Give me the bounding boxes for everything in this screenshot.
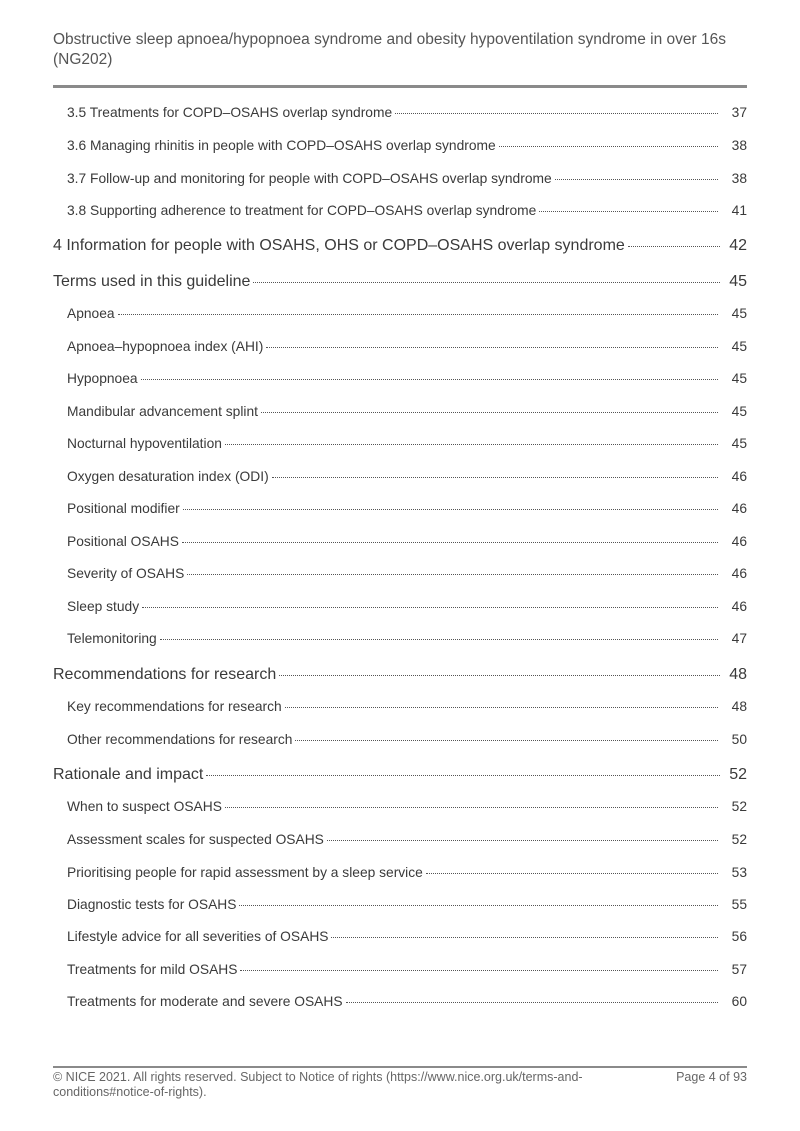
page-number: Page 4 of 93	[676, 1070, 747, 1084]
dot-leader	[346, 1002, 718, 1003]
toc-entry-title[interactable]: 3.5 Treatments for COPD–OSAHS overlap syndrome	[67, 105, 393, 120]
toc-entry-page[interactable]: 52	[729, 766, 747, 783]
toc-entry-page[interactable]: 46	[731, 534, 747, 549]
toc-entry-page[interactable]: 45	[731, 436, 747, 451]
toc-entry[interactable]	[53, 203, 747, 218]
toc-entry-page[interactable]: 48	[729, 666, 747, 683]
toc-entry-page[interactable]: 46	[731, 566, 747, 581]
toc-entry[interactable]	[53, 631, 747, 646]
toc-entry-title[interactable]: 3.7 Follow-up and monitoring for people with COPD–OSAHS overlap syndrome	[67, 171, 552, 186]
dot-leader	[225, 807, 718, 808]
toc-entry-title[interactable]: Treatments for moderate and severe OSAHS	[67, 994, 343, 1009]
toc-entry-title[interactable]: Assessment scales for suspected OSAHS	[67, 832, 324, 847]
dot-leader	[426, 873, 718, 874]
toc-entry[interactable]	[53, 766, 747, 784]
toc-entry-title[interactable]: 3.8 Supporting adherence to treatment for COPD–OSAHS overlap syndrome	[67, 203, 537, 218]
toc-entry-page[interactable]: 47	[731, 631, 747, 646]
dot-leader	[628, 246, 720, 247]
toc-entry[interactable]	[53, 962, 747, 977]
toc-entry-page[interactable]: 45	[731, 371, 747, 386]
dot-leader	[141, 379, 718, 380]
toc-entry-page[interactable]: 45	[729, 273, 747, 290]
toc-entry-title[interactable]: 4 Information for people with OSAHS, OHS or COPD–OSAHS overlap syndrome	[53, 237, 625, 254]
dot-leader	[253, 282, 720, 283]
toc-entry[interactable]	[53, 534, 747, 549]
toc-entry[interactable]	[53, 832, 747, 847]
toc-entry-page[interactable]: 46	[731, 599, 747, 614]
toc-entry-title[interactable]: Apnoea	[67, 306, 115, 321]
dot-leader	[240, 970, 718, 971]
toc-entry-page[interactable]: 56	[731, 929, 747, 944]
toc-entry-page[interactable]: 45	[731, 306, 747, 321]
dot-leader	[279, 675, 720, 676]
dot-leader	[555, 179, 718, 180]
toc-entry-page[interactable]: 45	[731, 339, 747, 354]
toc-entry[interactable]	[53, 138, 747, 153]
toc-entry-title[interactable]: Key recommendations for research	[67, 699, 282, 714]
toc-entry[interactable]	[53, 339, 747, 354]
toc-entry-page[interactable]: 60	[731, 994, 747, 1009]
toc-entry[interactable]	[53, 699, 747, 714]
toc-entry-title[interactable]: Prioritising people for rapid assessment by a sleep service	[67, 865, 423, 880]
toc-entry[interactable]	[53, 929, 747, 944]
dot-leader	[272, 477, 718, 478]
toc-entry-title[interactable]: When to suspect OSAHS	[67, 799, 222, 814]
toc-entry-title[interactable]: Terms used in this guideline	[53, 273, 251, 290]
dot-leader	[160, 639, 718, 640]
copyright-notice: © NICE 2021. All rights reserved. Subject to Notice of rights (https://www.nice.org.uk/terms-and-conditions#notice-of-rights).	[53, 1070, 583, 1099]
toc-entry-page[interactable]: 52	[731, 832, 747, 847]
toc-entry-page[interactable]: 48	[731, 699, 747, 714]
dot-leader	[266, 347, 718, 348]
header-divider	[53, 85, 747, 88]
toc-entry[interactable]	[53, 566, 747, 581]
toc-entry[interactable]	[53, 599, 747, 614]
toc-entry-title[interactable]: Severity of OSAHS	[67, 566, 185, 581]
dot-leader	[327, 840, 718, 841]
toc-entry-title[interactable]: Other recommendations for research	[67, 732, 293, 747]
toc-entry[interactable]	[53, 237, 747, 255]
dot-leader	[182, 542, 718, 543]
toc-entry-title[interactable]: Telemonitoring	[67, 631, 157, 646]
toc-entry[interactable]	[53, 865, 747, 880]
toc-entry[interactable]	[53, 371, 747, 386]
toc-entry[interactable]	[53, 994, 747, 1009]
dot-leader	[331, 937, 718, 938]
toc-entry-page[interactable]: 38	[731, 171, 747, 186]
document-title: Obstructive sleep apnoea/hypopnoea syndrome and obesity hypoventilation syndrome in over 16s (NG202)	[53, 31, 726, 68]
dot-leader	[539, 211, 718, 212]
dot-leader	[295, 740, 718, 741]
toc-entry[interactable]	[53, 501, 747, 516]
toc-entry-page[interactable]: 46	[731, 501, 747, 516]
toc-entry-page[interactable]: 50	[731, 732, 747, 747]
toc-entry-title[interactable]: Sleep study	[67, 599, 140, 614]
toc-entry-page[interactable]: 45	[731, 404, 747, 419]
dot-leader	[261, 412, 718, 413]
toc-entry-page[interactable]: 53	[731, 865, 747, 880]
footer-divider	[53, 1066, 747, 1068]
toc-entry-title[interactable]: Hypopnoea	[67, 371, 138, 386]
toc-entry[interactable]	[53, 732, 747, 747]
toc-entry-page[interactable]: 38	[731, 138, 747, 153]
toc-entry-page[interactable]: 46	[731, 469, 747, 484]
toc-entry[interactable]	[53, 273, 747, 291]
toc-entry-title[interactable]: Oxygen desaturation index (ODI)	[67, 469, 269, 484]
toc-entry-title[interactable]: 3.6 Managing rhinitis in people with COPD–OSAHS overlap syndrome	[67, 138, 496, 153]
dot-leader	[183, 509, 718, 510]
dot-leader	[118, 314, 718, 315]
toc-entry-title[interactable]: Diagnostic tests for OSAHS	[67, 897, 237, 912]
toc-entry-page[interactable]: 52	[731, 799, 747, 814]
toc-entry[interactable]	[53, 404, 747, 419]
toc-entry-title[interactable]: Recommendations for research	[53, 666, 277, 683]
dot-leader	[395, 113, 718, 114]
toc-entry[interactable]	[53, 666, 747, 684]
toc-entry-title[interactable]: Positional modifier	[67, 501, 180, 516]
toc-entry-page[interactable]: 57	[731, 962, 747, 977]
dot-leader	[142, 607, 718, 608]
toc-entry-title[interactable]: Positional OSAHS	[67, 534, 179, 549]
toc-entry-title[interactable]: Mandibular advancement splint	[67, 404, 258, 419]
toc-entry-page[interactable]: 55	[731, 897, 747, 912]
toc-entry[interactable]	[53, 436, 747, 451]
toc-entry[interactable]	[53, 799, 747, 814]
toc-entry-title[interactable]: Treatments for mild OSAHS	[67, 962, 238, 977]
toc-entry-page[interactable]: 41	[731, 203, 747, 218]
toc-entry[interactable]	[53, 897, 747, 912]
dot-leader	[285, 707, 718, 708]
dot-leader	[225, 444, 718, 445]
toc-entry-title[interactable]: Lifestyle advice for all severities of OSAHS	[67, 929, 329, 944]
dot-leader	[206, 775, 720, 776]
toc-entry[interactable]	[53, 171, 747, 186]
dot-leader	[187, 574, 718, 575]
toc-entry-title[interactable]: Apnoea–hypopnoea index (AHI)	[67, 339, 264, 354]
dot-leader	[499, 146, 718, 147]
toc-entry-page[interactable]: 42	[729, 237, 747, 254]
toc-entry[interactable]	[53, 306, 747, 321]
toc-entry-title[interactable]: Nocturnal hypoventilation	[67, 436, 222, 451]
dot-leader	[239, 905, 718, 906]
toc-entry[interactable]	[53, 469, 747, 484]
toc-entry-page[interactable]: 37	[731, 105, 747, 120]
toc-entry-title[interactable]: Rationale and impact	[53, 766, 204, 783]
toc-entry[interactable]	[53, 105, 747, 120]
